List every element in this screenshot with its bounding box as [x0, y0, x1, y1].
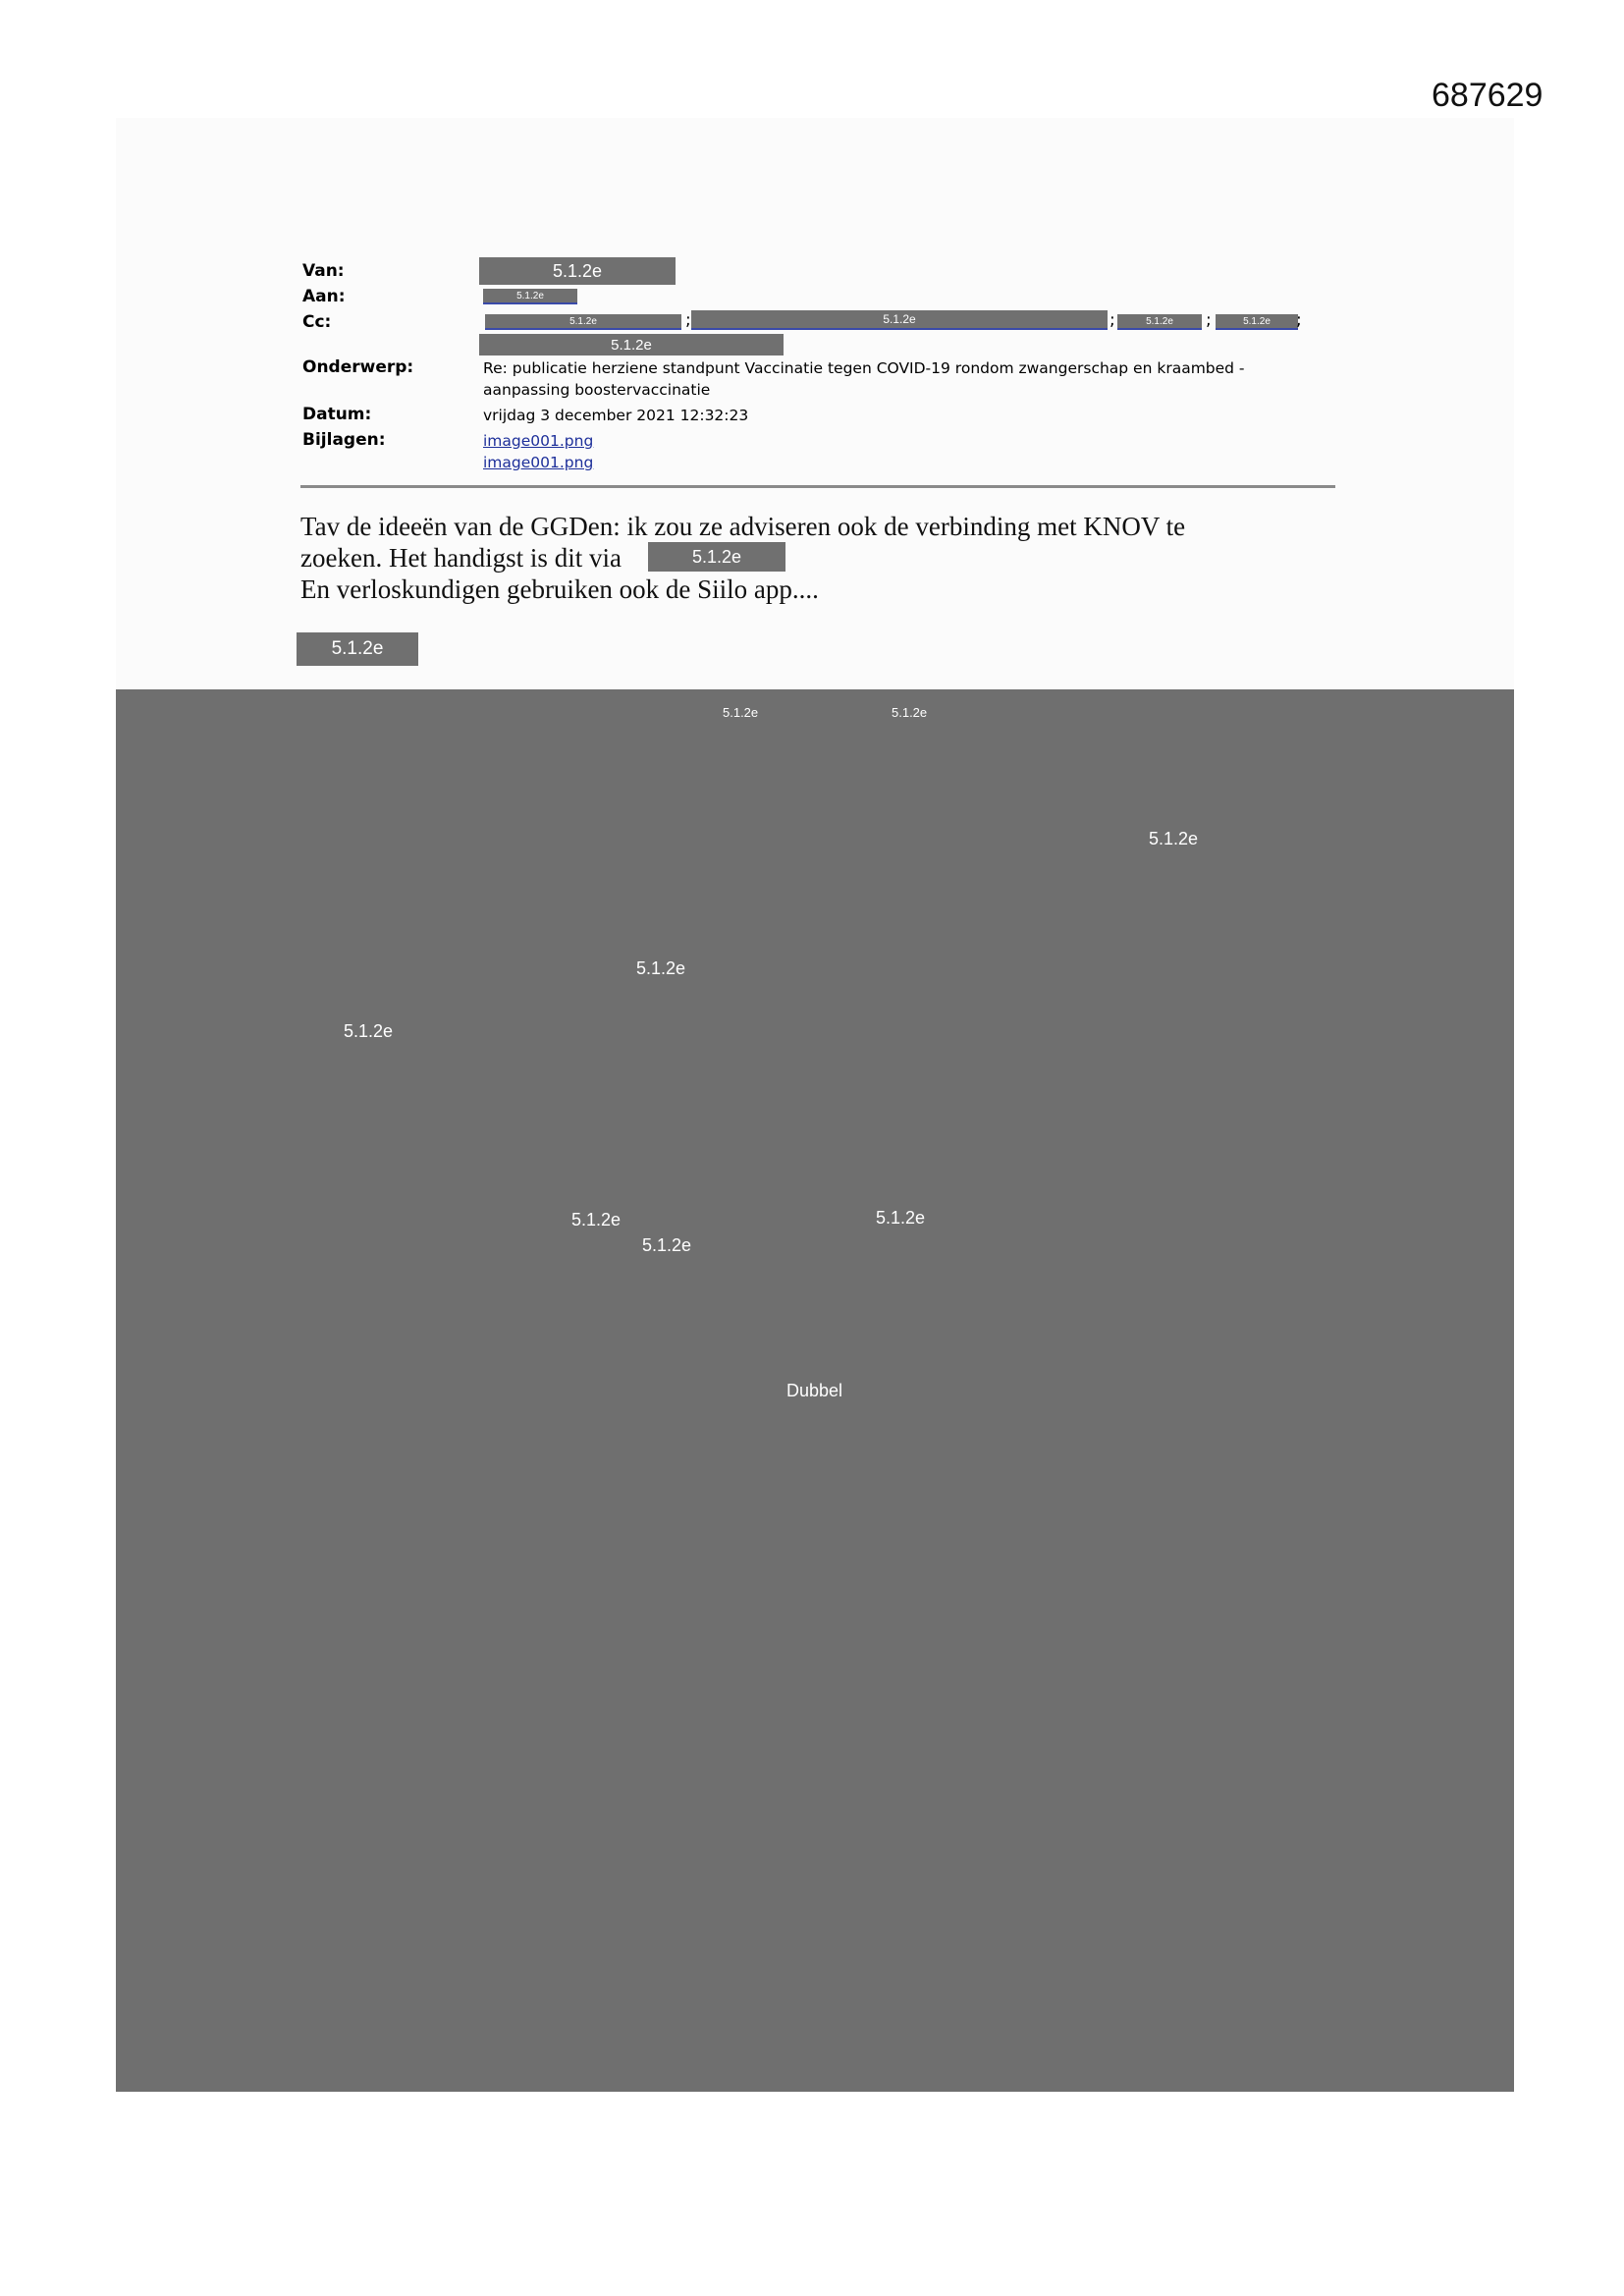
dubbel-label: Dubbel	[786, 1381, 843, 1400]
cc-redaction-3: 5.1.2e	[1117, 314, 1202, 330]
to-label: Aan:	[302, 287, 346, 306]
cc-redaction-2: 5.1.2e	[691, 310, 1108, 330]
attachment-link-2[interactable]: image001.png	[483, 454, 594, 471]
subject-line-2: aanpassing boostervaccinatie	[483, 381, 711, 399]
redaction-code-label: 5.1.2e	[892, 705, 928, 720]
cc-redaction-4: 5.1.2e	[1216, 314, 1298, 330]
redaction-code-label: 5.1.2e	[571, 1210, 622, 1230]
date-label: Datum:	[302, 405, 372, 424]
cc-separator: ;	[1206, 310, 1212, 330]
cc-label: Cc:	[302, 312, 332, 332]
body-redaction: 5.1.2e	[648, 542, 785, 572]
date-value: vrijdag 3 december 2021 12:32:23	[483, 407, 749, 424]
signature-redaction: 5.1.2e	[297, 632, 418, 666]
body-line-2: zoeken. Het handigst is dit via	[300, 543, 622, 573]
cc-separator: ;	[1110, 310, 1115, 330]
cc-redaction-5: 5.1.2e	[479, 334, 784, 355]
redaction-code-label: 5.1.2e	[636, 958, 686, 978]
cc-redaction-1: 5.1.2e	[485, 314, 681, 330]
body-line-3: En verloskundigen gebruiken ook de Siilo app....	[300, 574, 819, 604]
redaction-code-label: 5.1.2e	[642, 1235, 692, 1255]
redaction-code-label: 5.1.2e	[876, 1208, 926, 1228]
cc-separator: ;	[685, 310, 691, 330]
attachment-link-1[interactable]: image001.png	[483, 432, 594, 450]
document-number: 687629	[1432, 77, 1543, 114]
to-redaction: 5.1.2e	[483, 289, 577, 304]
cc-separator: ;	[1296, 310, 1302, 330]
header-divider	[300, 485, 1335, 488]
redaction-code-label: 5.1.2e	[344, 1021, 394, 1041]
redaction-code-label: 5.1.2e	[1149, 829, 1199, 848]
from-redaction: 5.1.2e	[479, 257, 676, 285]
redaction-code-label: 5.1.2e	[723, 705, 759, 720]
body-line-1: Tav de ideeën van de GGDen: ik zou ze adviseren ook de verbinding met KNOV te	[300, 512, 1186, 541]
from-label: Van:	[302, 261, 345, 281]
attachments-label: Bijlagen:	[302, 430, 386, 450]
subject-label: Onderwerp:	[302, 357, 414, 377]
redacted-block	[116, 689, 1514, 2092]
subject-line-1: Re: publicatie herziene standpunt Vaccinatie tegen COVID-19 rondom zwangerschap en kraambed -	[483, 359, 1245, 377]
